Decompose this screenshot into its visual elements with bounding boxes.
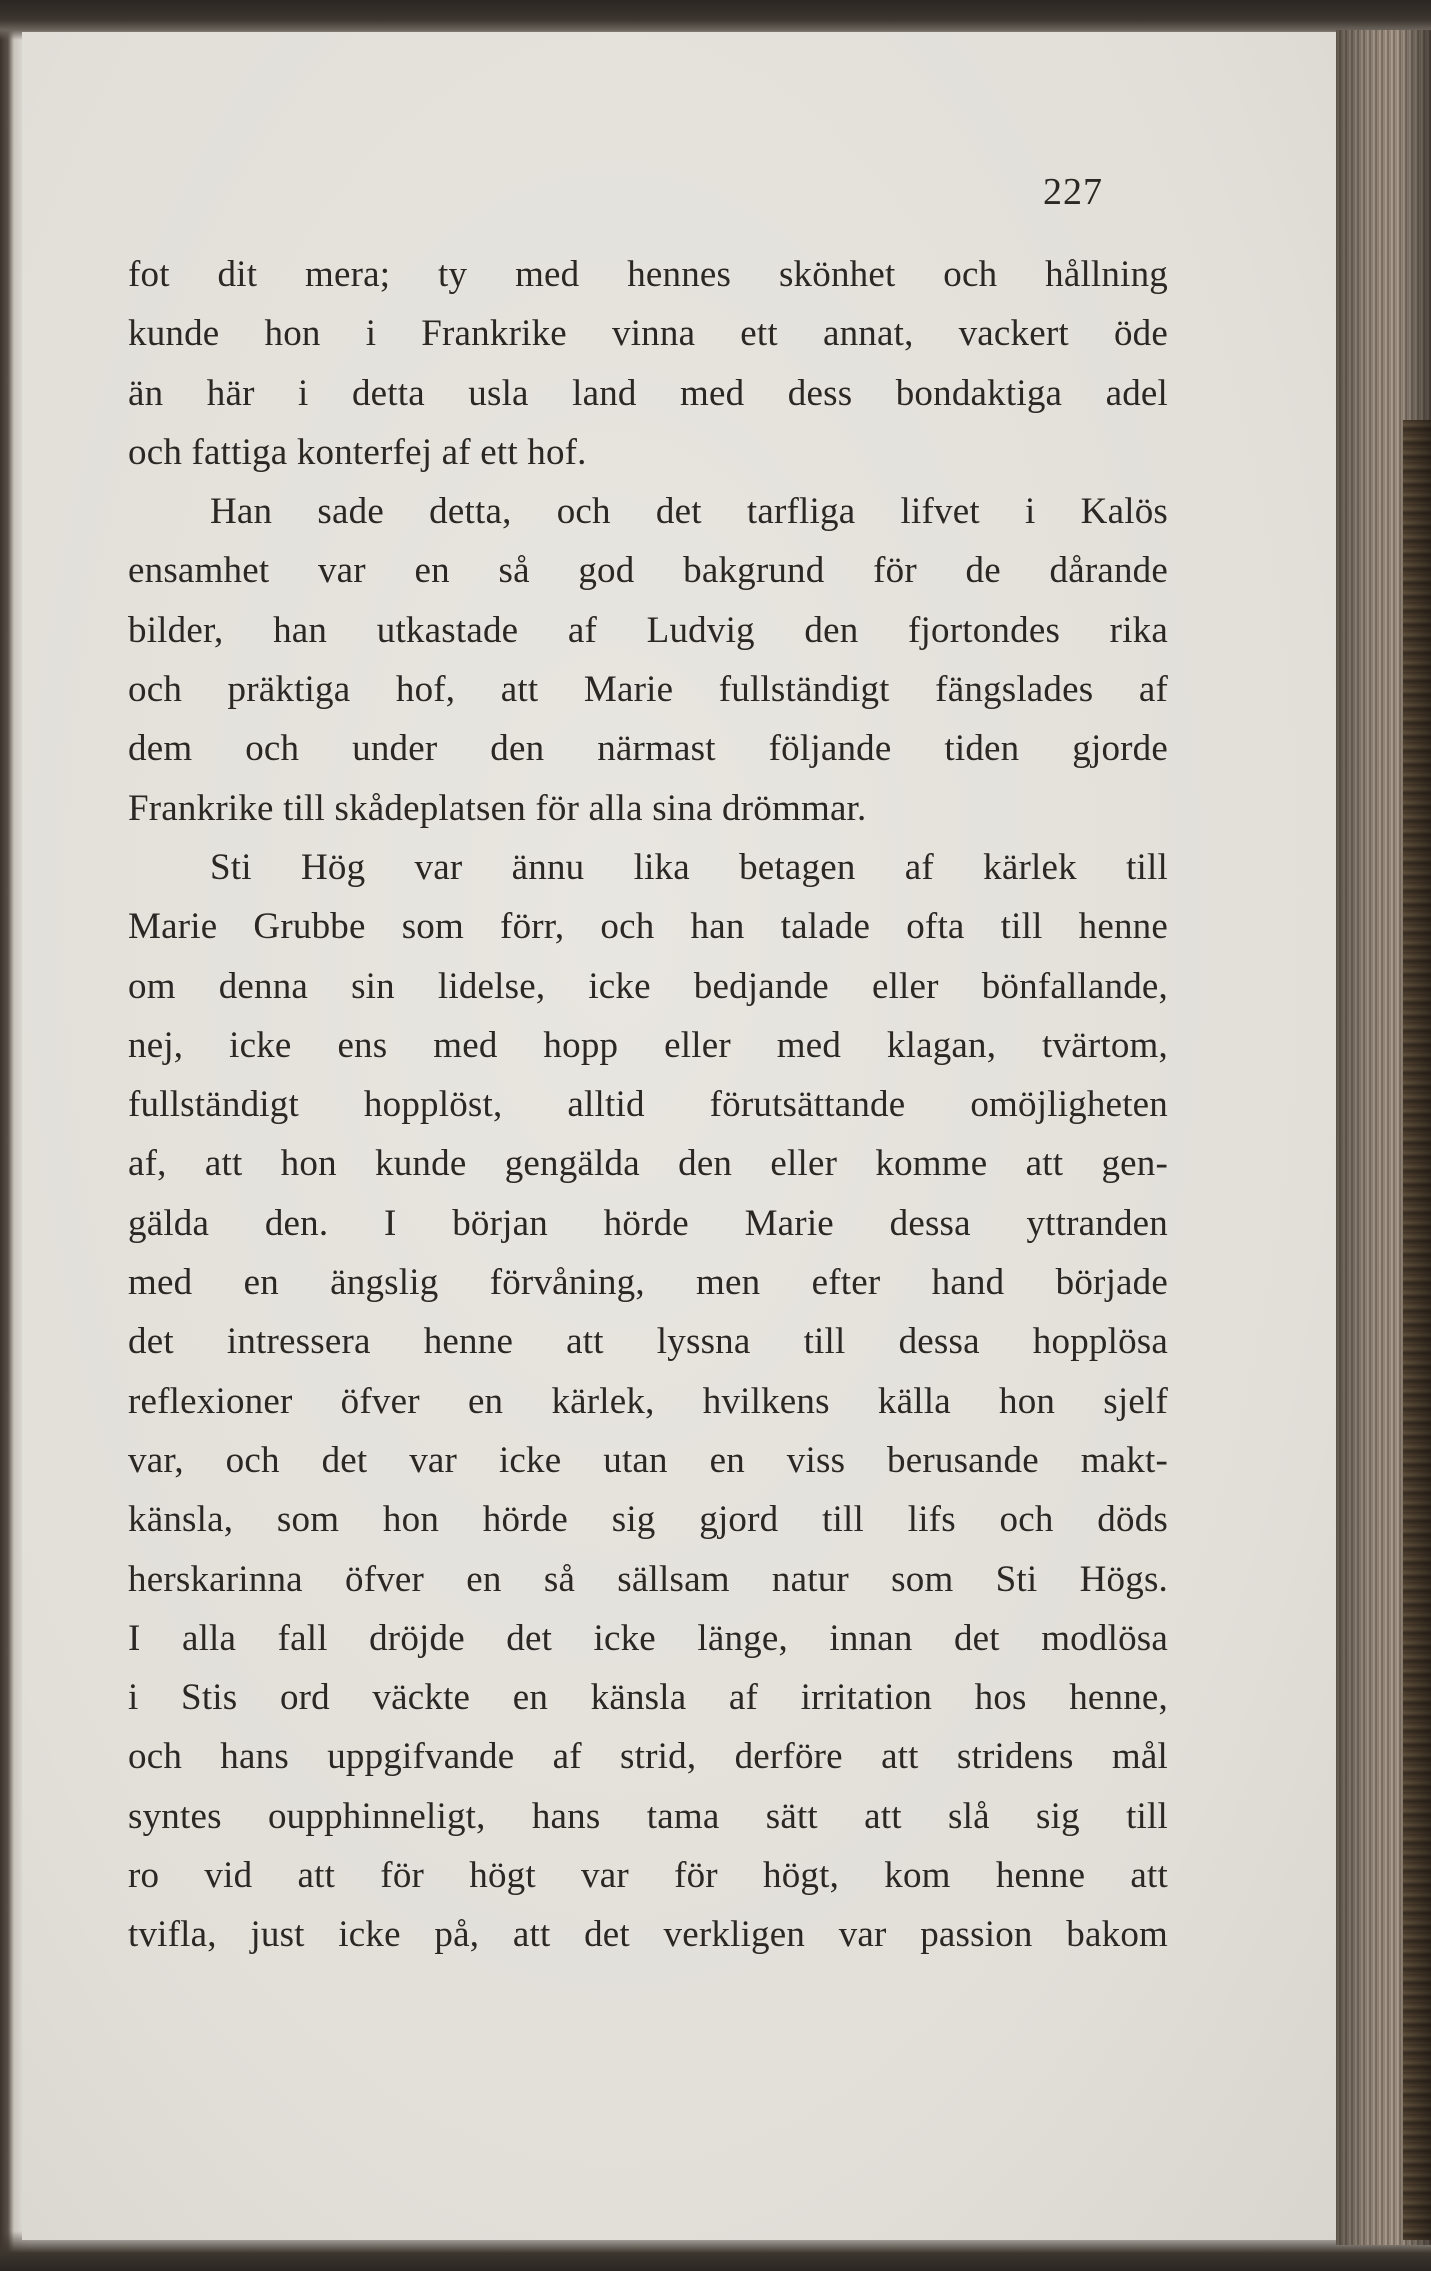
page-block-shadow (1336, 30, 1431, 2245)
text-line: ro vid att för högt var för högt, kom henne att (128, 1855, 1168, 1897)
text-line: än här i detta usla land med dess bondaktiga adel (128, 372, 1168, 414)
text-line: fullständigt hopplöst, alltid förutsättande omöjligheten (128, 1084, 1168, 1126)
text-line: Frankrike till skådeplatsen för alla sina drömmar. (128, 787, 867, 829)
text-line: och hans uppgifvande af strid, derföre att stridens mål (128, 1736, 1168, 1778)
text-line: herskarinna öfver en så sällsam natur som Sti Högs. (128, 1558, 1168, 1600)
text-line: af, att hon kunde gengälda den eller komme att gen- (128, 1143, 1168, 1185)
text-line: kunde hon i Frankrike vinna ett annat, vackert öde (128, 313, 1168, 355)
text-line: känsla, som hon hörde sig gjord till lifs och döds (128, 1499, 1168, 1541)
text-line: i Stis ord väckte en känsla af irritation hos henne, (128, 1677, 1168, 1719)
text-line: och präktiga hof, att Marie fullständigt fängslades af (128, 669, 1168, 711)
text-line: ensamhet var en så god bakgrund för de dårande (128, 550, 1168, 592)
text-line: med en ängslig förvåning, men efter hand började (128, 1262, 1168, 1304)
text-line: bilder, han utkastade af Ludvig den fjortondes rika (128, 609, 1168, 651)
text-line: det intressera henne att lyssna till dessa hopplösa (128, 1321, 1168, 1363)
text-line: tvifla, just icke på, att det verkligen var passion bakom (128, 1914, 1168, 1956)
text-line: Han sade detta, och det tarfliga lifvet i Kalös (210, 491, 1168, 533)
text-line: I alla fall dröjde det icke länge, innan det modlösa (128, 1617, 1168, 1659)
body-text (128, 245, 1168, 1965)
text-line: reflexioner öfver en kärlek, hvilkens källa hon sjelf (128, 1380, 1168, 1422)
text-line: syntes oupphinneligt, hans tama sätt att slå sig till (128, 1795, 1168, 1837)
text-line: om denna sin lidelse, icke bedjande eller bönfallande, (128, 965, 1168, 1007)
text-line: dem och under den närmast följande tiden gjorde (128, 728, 1168, 770)
text-line: nej, icke ens med hopp eller med klagan, tvärtom, (128, 1024, 1168, 1066)
text-line: var, och det var icke utan en viss berusande makt- (128, 1439, 1168, 1481)
text-line: Marie Grubbe som förr, och han talade ofta till henne (128, 906, 1168, 948)
page-number: 227 (1043, 171, 1103, 213)
text-line: fot dit mera; ty med hennes skönhet och hållning (128, 254, 1168, 295)
text-line: gälda den. I början hörde Marie dessa yttranden (128, 1202, 1168, 1244)
text-line: och fattiga konterfej af ett hof. (128, 431, 587, 473)
text-line: Sti Hög var ännu lika betagen af kärlek till (210, 846, 1168, 888)
